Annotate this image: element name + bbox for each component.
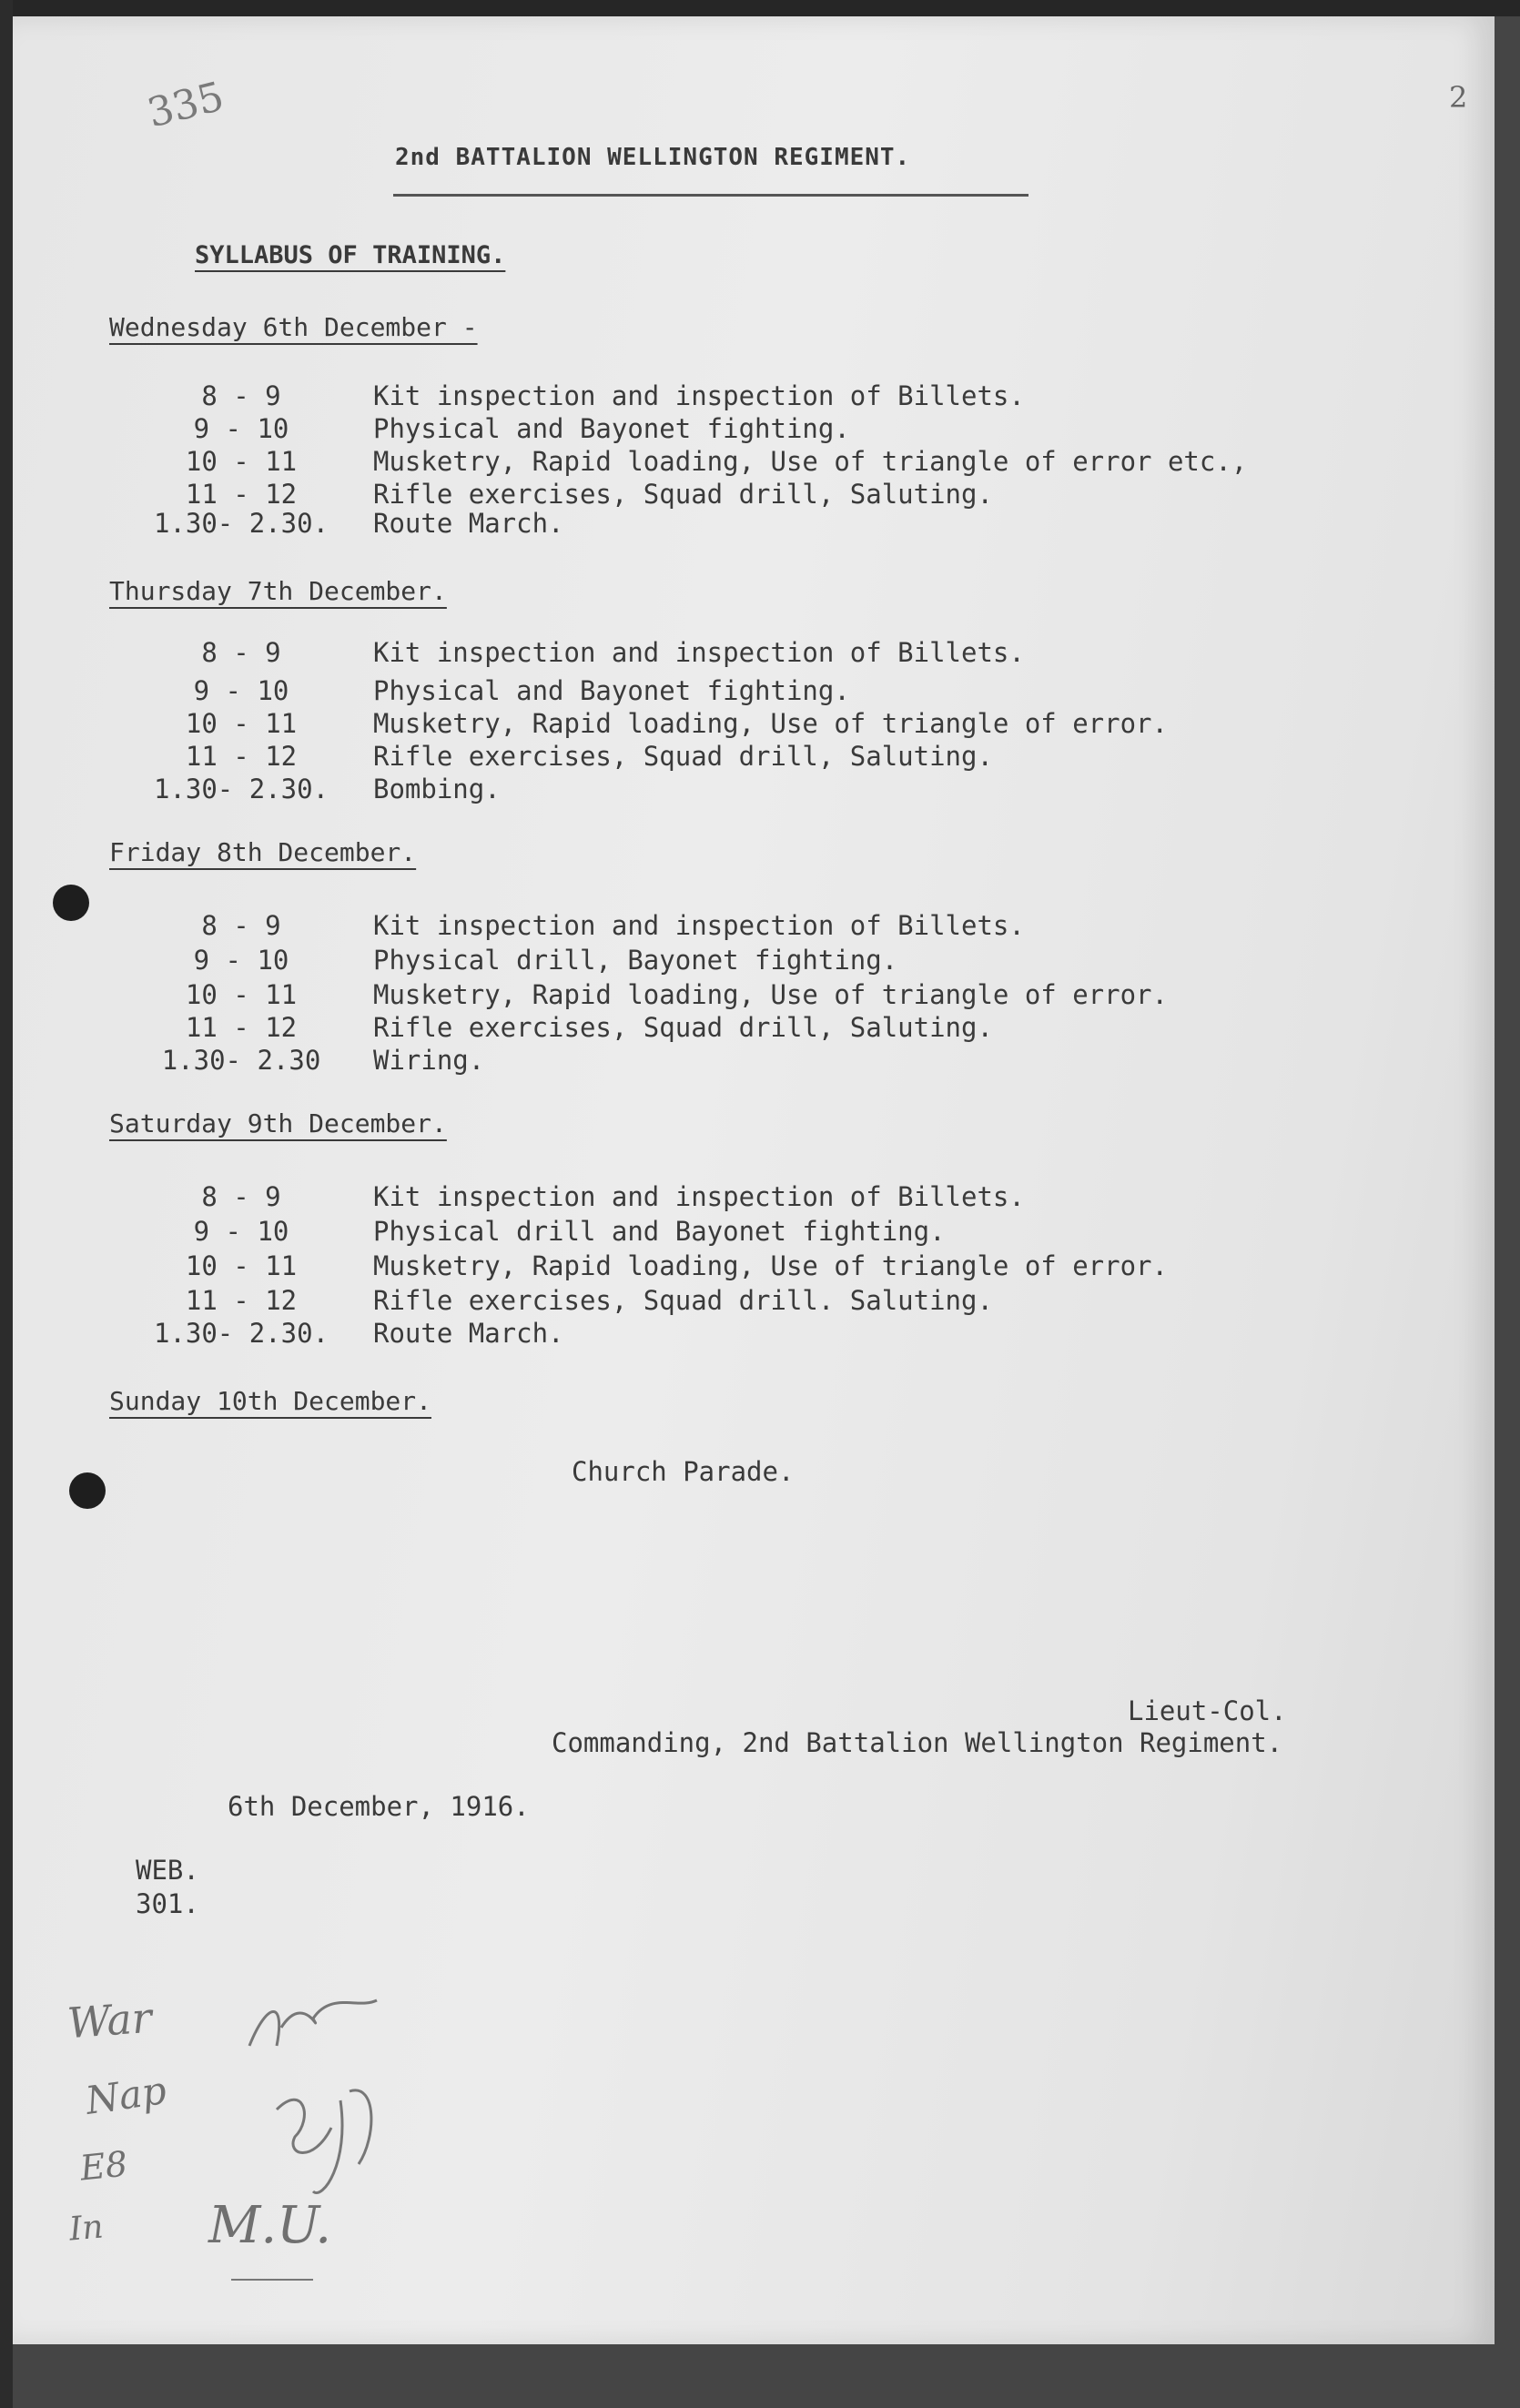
- activity: Kit inspection and inspection of Billets.: [373, 910, 1025, 941]
- time-slot: 9 - 10: [193, 413, 289, 444]
- time-slot: 10 - 11: [185, 708, 298, 739]
- time-slot: 10 - 11: [185, 979, 298, 1010]
- schedule-row: [109, 508, 564, 539]
- activity: Route March.: [373, 1318, 564, 1349]
- time-slot: 8 - 9: [201, 1181, 281, 1212]
- handwritten-note: In: [67, 2208, 106, 2249]
- activity: Route March.: [373, 508, 564, 539]
- schedule-row: [109, 1250, 1168, 1281]
- scan-border-top: [0, 0, 1520, 16]
- time-slot: 10 - 11: [185, 446, 298, 477]
- day-heading-saturday: Saturday 9th December.: [109, 1108, 447, 1138]
- reference-code: WEB.: [136, 1855, 199, 1886]
- initials-underline: [231, 2279, 313, 2281]
- reference-number: 301.: [136, 1888, 199, 1919]
- schedule-row: [109, 910, 1025, 941]
- activity: Rifle exercises, Squad drill. Saluting.: [373, 1285, 993, 1316]
- scan-border-left: [0, 0, 13, 2408]
- signature-rank: Lieut-Col.: [1128, 1695, 1287, 1726]
- schedule-row: [109, 675, 850, 706]
- activity: Physical and Bayonet fighting.: [373, 675, 850, 706]
- handwritten-signature-scribble: [240, 1982, 395, 2219]
- schedule-row: [109, 1181, 1025, 1212]
- signature-title: Commanding, 2nd Battalion Wellington Regiment.: [552, 1727, 1283, 1758]
- day-heading-thursday: Thursday 7th December.: [109, 576, 447, 606]
- time-slot: 10 - 11: [185, 1250, 298, 1281]
- activity: Physical and Bayonet fighting.: [373, 413, 850, 444]
- activity: Kit inspection and inspection of Billets.: [373, 1181, 1025, 1212]
- time-slot: 11 - 12: [185, 479, 298, 510]
- activity: Rifle exercises, Squad drill, Saluting.: [373, 741, 993, 772]
- schedule-row: [109, 637, 1025, 668]
- schedule-row: [109, 1012, 993, 1043]
- schedule-row: [109, 1216, 946, 1247]
- activity: Wiring.: [373, 1045, 485, 1076]
- schedule-row: [109, 1318, 564, 1349]
- schedule-row: [109, 1045, 484, 1076]
- activity: Kit inspection and inspection of Billets.: [373, 637, 1025, 668]
- time-slot: 8 - 9: [201, 910, 281, 941]
- folio-number: 335: [143, 73, 228, 137]
- activity: Musketry, Rapid loading, Use of triangle of error etc.,: [373, 446, 1248, 477]
- handwritten-note: Nap: [83, 2068, 169, 2123]
- time-slot: 9 - 10: [193, 945, 289, 976]
- document-page: [13, 16, 1495, 2344]
- title-underline: [393, 194, 1029, 197]
- document-date: 6th December, 1916.: [228, 1791, 530, 1822]
- time-slot: 9 - 10: [193, 1216, 289, 1247]
- activity: Bombing.: [373, 774, 501, 804]
- handwritten-note: E8: [77, 2143, 130, 2189]
- punch-hole: [53, 885, 89, 921]
- schedule-row: [109, 446, 1247, 477]
- activity: Physical drill and Bayonet fighting.: [373, 1216, 946, 1247]
- time-slot: 11 - 12: [185, 741, 298, 772]
- document-title: 2nd BATTALION WELLINGTON REGIMENT.: [395, 144, 911, 171]
- time-slot: 8 - 9: [201, 380, 281, 411]
- day-heading-sunday: Sunday 10th December.: [109, 1386, 432, 1416]
- activity: Musketry, Rapid loading, Use of triangle of error.: [373, 979, 1168, 1010]
- schedule-row: [109, 708, 1168, 739]
- day-heading-friday: Friday 8th December.: [109, 837, 417, 867]
- handwritten-note: War: [66, 1992, 154, 2049]
- punch-hole: [69, 1472, 106, 1509]
- schedule-row: [109, 1285, 993, 1316]
- time-slot: 11 - 12: [185, 1012, 298, 1043]
- day-heading-wednesday: Wednesday 6th December -: [109, 312, 478, 342]
- church-parade-note: Church Parade.: [572, 1456, 795, 1487]
- activity: Physical drill, Bayonet fighting.: [373, 945, 898, 976]
- time-slot: 1.30- 2.30.: [153, 774, 329, 804]
- time-slot: 11 - 12: [185, 1285, 298, 1316]
- schedule-row: [109, 380, 1025, 411]
- time-slot: 1.30- 2.30: [161, 1045, 321, 1076]
- activity: Rifle exercises, Squad drill, Saluting.: [373, 1012, 993, 1043]
- time-slot: 1.30- 2.30.: [153, 508, 329, 539]
- schedule-row: [109, 741, 993, 772]
- syllabus-heading: SYLLABUS OF TRAINING.: [195, 241, 506, 269]
- schedule-row: [109, 479, 993, 510]
- activity: Rifle exercises, Squad drill, Saluting.: [373, 479, 993, 510]
- schedule-row: [109, 774, 501, 804]
- schedule-row: [109, 413, 850, 444]
- handwritten-initials: M.U.: [208, 2196, 331, 2255]
- activity: Musketry, Rapid loading, Use of triangle of error.: [373, 1250, 1168, 1281]
- time-slot: 8 - 9: [201, 637, 281, 668]
- activity: Kit inspection and inspection of Billets.: [373, 380, 1025, 411]
- time-slot: 1.30- 2.30.: [153, 1318, 329, 1349]
- schedule-row: [109, 979, 1168, 1010]
- time-slot: 9 - 10: [193, 675, 289, 706]
- page-number: 2: [1449, 80, 1468, 115]
- activity: Musketry, Rapid loading, Use of triangle of error.: [373, 708, 1168, 739]
- schedule-row: [109, 945, 897, 976]
